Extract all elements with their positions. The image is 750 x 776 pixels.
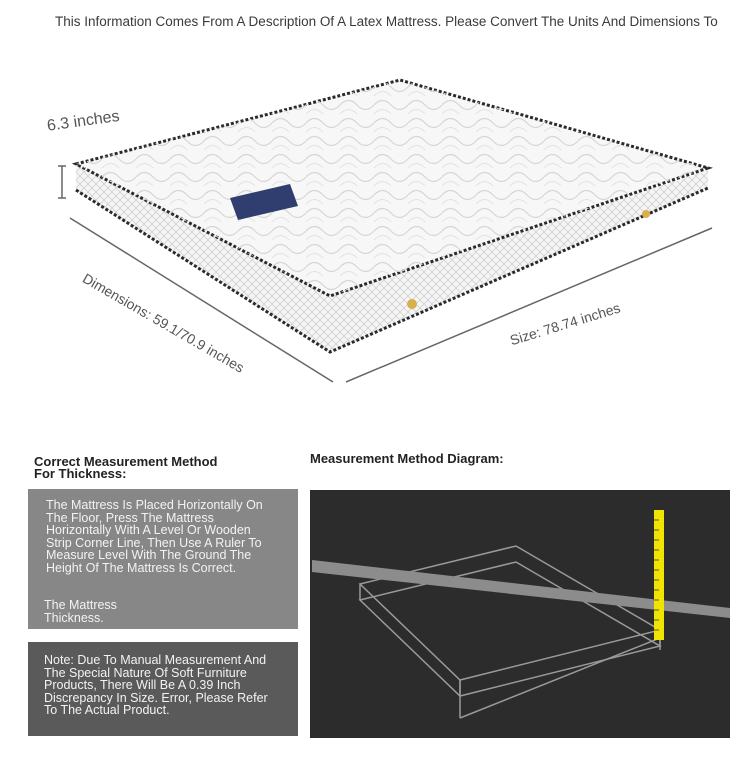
diagram-drawing	[310, 490, 730, 738]
measurement-diagram	[310, 490, 730, 738]
thickness-label: 6.3 inches	[46, 107, 121, 135]
mattress-thickness-text: The Mattress Thickness.	[44, 598, 117, 625]
measurement-instructions-box	[28, 489, 298, 629]
header-text: This Information Comes From A Description Of A Latex Mattress. Please Convert The Units And Dimensions To	[55, 14, 718, 29]
discrepancy-note-box	[28, 642, 298, 736]
thickness-method-title: Correct Measurement Method For Thickness:	[34, 454, 218, 481]
measurement-instructions-text: The Mattress Is Placed Horizontally On The Floor, Press The Mattress Horizontally With A Level Or Wooden Strip Corner Line, Then Use A Ruler To Measure Level With The Ground The Height Of The Mattress Is Correct.	[46, 498, 263, 575]
size-label: Size: 78.74 inches	[508, 299, 623, 349]
discrepancy-note-text: Note: Due To Manual Measurement And The Special Nature Of Soft Furniture Products, There Will Be A 0.39 Inch Discrepancy In Size. Error, Please Refer To The Actual Product.	[44, 653, 268, 717]
mattress-image	[0, 60, 750, 400]
diagram-title: Measurement Method Diagram:	[310, 451, 504, 466]
dimensions-label: Dimensions: 59.1/70.9 inches	[80, 270, 248, 376]
